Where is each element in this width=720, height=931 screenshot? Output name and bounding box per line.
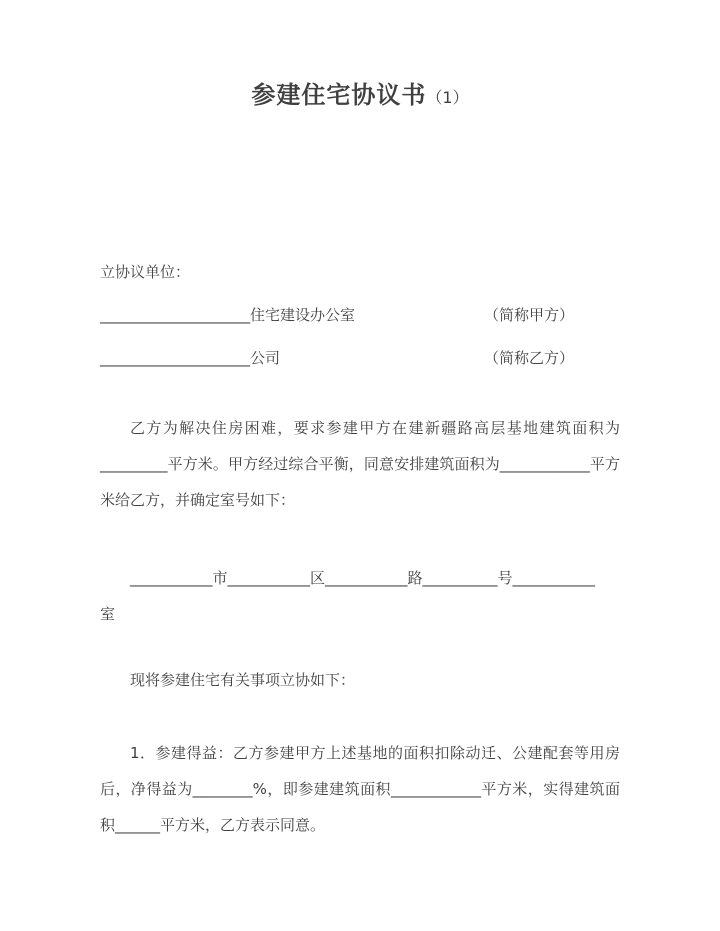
address-block	[100, 560, 620, 632]
party-a-row	[100, 298, 620, 333]
party-a-name-blank: ____________________住宅建设办公室	[100, 306, 356, 324]
document-title-number: （1）	[426, 88, 469, 107]
parties-heading: 立协议单位：	[100, 263, 191, 281]
address-blank-line: ___________市___________区___________路__________号___________	[130, 569, 596, 587]
party-b-label: （简称乙方）	[483, 349, 574, 367]
address-room-char: 室	[100, 605, 116, 623]
document-title-text: 参建住宅协议书	[251, 81, 427, 109]
paragraph-participation-request: 乙方为解决住房困难，要求参建甲方在建新疆路高层基地建筑面积为_________平方米。甲方经过综合平衡，同意安排建筑面积为____________平方米给乙方，并确定室号如下：	[100, 419, 620, 509]
party-b-name-blank: ____________________公司	[100, 349, 281, 367]
clause-item-1: 1．参建得益：乙方参建甲方上述基地的面积扣除动迁、公建配套等用房后，净得益为________%，即参建建筑面积____________平方米，实得建筑面积______平方米，乙方表示同意。	[100, 744, 620, 834]
party-b-row	[100, 341, 620, 376]
party-a-label: （简称甲方）	[483, 306, 574, 324]
document-title	[100, 78, 620, 115]
intro-line: 现将参建住宅有关事项立协如下：	[130, 671, 356, 689]
